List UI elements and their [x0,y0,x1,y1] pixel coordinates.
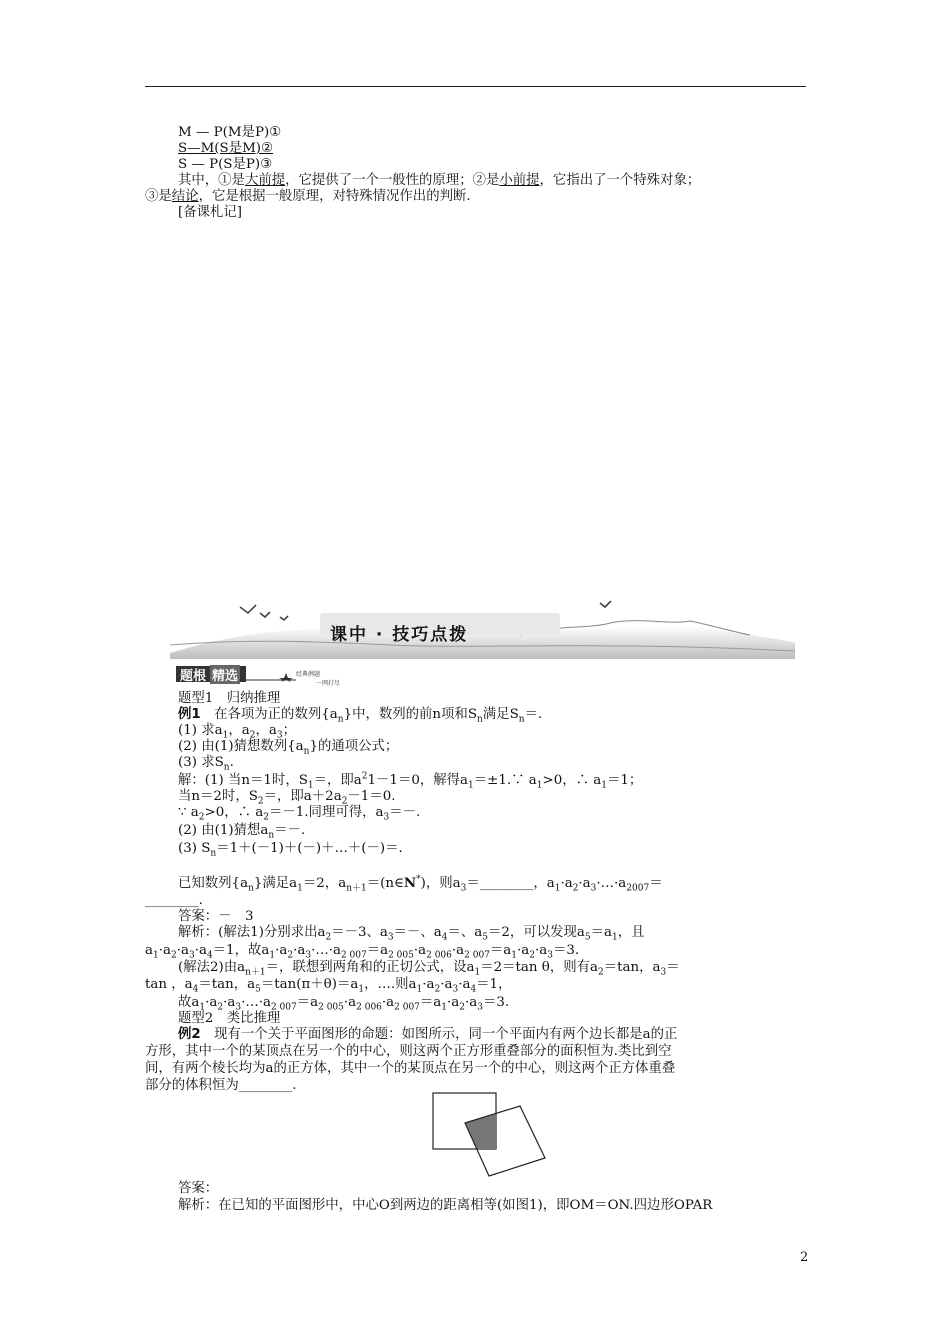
analysis-line-1: 解析：(解法1)分别求出$a_2=-3$、$a_3=-$、$a_4=$、$a_5=2$，可以发现$a_5=a_1$，且 [178,925,645,943]
example2-label: 例2 [178,1027,201,1042]
tag-caption-1: 经典例题 [296,671,321,678]
type2-heading: 题型2 类比推理 [178,1011,281,1026]
variant-statement-1: 已知数列$\{a_n\}$满足$a_1=2$，$a_{n+1}=(n\in N^*)$，则$a_3=\_\_\_\_\_\_\_\_$，$a_1\cdot a_2\cdot a_3\cdot\dots\cdot a_{2007}=$ [178,874,663,894]
syllogism-explanation-1: 其中，①是大前提，它提供了一个一般性的原理；②是小前提，它指出了一个特殊对象； [178,173,701,188]
example2-line-1: 例2 现有一个关于平面图形的命题：如图所示，同一个平面内有两个边长都是a的正 [178,1027,678,1042]
analysis-line-2: $a_1\cdot a_2\cdot a_3\cdot a_4=1$，故$a_1\cdot a_2\cdot a_3\cdot\dots\cdot a_{2 007}=a_{2 005}\cdot a_{2 006}\cdot a_{2 007}=a_1\cdot a_2\cdot a_3=3$. [145,943,580,961]
tag-caption-2: 一网打尽 [316,680,341,687]
example2-analysis-line-1: 解析：在已知的平面图形中，中心O到两边的距离相等(如图1)，即OM＝ON.四边形OPAR [178,1198,713,1213]
analysis-line-5: 故$a_1\cdot a_2\cdot a_3\cdot\dots\cdot a_{2 007}=a_{2 005}\cdot a_{2 006}\cdot a_{2 007}=a_1\cdot a_2\cdot a_3=3$. [178,995,510,1013]
conclusion-term: 结论 [171,189,199,204]
analysis-line-3: (解法2)由$a_{n+1}=$，联想到两角和的正切公式，设$a_1=2=\tan$ θ，则有$a_2=\tan$，$a_3=$ [178,960,680,978]
major-premise-term: 大前提 [244,173,286,188]
minor-premise-term: 小前提 [499,173,540,188]
example1-statement: 例1 在各项为正的数列$\{a_n\}$中，数列的前n项和$S_n$满足$S_n=$. [178,707,543,725]
type1-heading: 题型1 归纳推理 [178,691,281,706]
solution-line-4: (2) 由(1)猜想$a_n=-$. [178,823,306,841]
example2-line-3: 间，有两个棱长均为a的正方体，其中一个的某顶点在另一个的中心，则这两个正方体重叠 [145,1061,676,1076]
solution-line-3: ∵ $a_2>0$，∴ $a_2=-1$.同理可得，$a_3=-$. [178,805,421,823]
page-number: 2 [800,1250,809,1265]
variant-answer: 答案：－ 3 [178,909,254,924]
banner-title: 课中 · 技巧点拨 [330,625,469,645]
syllogism-line-2: S—M(S是M)② [178,141,274,156]
example2-line-2: 方形，其中一个的某顶点在另一个的中心，则这两个正方形重叠部分的面积恒为.类比到空 [145,1044,672,1059]
overlap-region [465,1114,496,1149]
solution-line-2: 当n＝2时，$S_2=$，即$a+2a_2-1=0$. [178,789,396,807]
example1-label: 例1 [178,707,201,722]
section-banner-art [170,595,795,659]
syllogism-explanation-2: ③是结论，它是根据一般原理，对特殊情况作出的判断. [145,189,471,204]
syllogism-line-3: S — P(S是P)③ [178,157,273,172]
example1-question-1: (1) 求$a_1$，$a_2$，$a_3$； [178,723,296,741]
solution-line-5: (3) $S_n=1+(-1)+(-)+\dots+(-)=$. [178,841,403,859]
syllogism-line-1: M — P(M是P)① [178,125,282,140]
solution-line-1: 解：(1) 当n＝1时，$S_1=$，即$a^21-1=0$，解得$a_1=\pm 1.\because$ $a_1>0$，∴ $a_1=1$； [178,771,643,791]
example2-line-4: 部分的体积恒为________. [145,1078,297,1093]
tag-label-a: 题根 [180,669,207,684]
analysis-line-4: tan ，$a_4=\tan$，$a_5=\tan(\pi+\theta)=a_1$，….则$a_1\cdot a_2\cdot a_3\cdot a_4=1$， [145,977,512,995]
example2-answer: 答案： [178,1181,219,1196]
example1-question-2: (2) 由(1)猜想数列$\{a_n\}$的通项公式； [178,739,399,757]
example1-question-3: (3) 求$S_n$. [178,755,234,773]
tag-star-line [246,672,296,682]
header-rule [145,86,806,87]
variant-statement-2: ________. [145,893,203,908]
overlapping-squares-figure [430,1090,580,1180]
tag-label-b: 精选 [210,665,240,684]
lesson-notes-label: [备课札记] [178,205,243,220]
